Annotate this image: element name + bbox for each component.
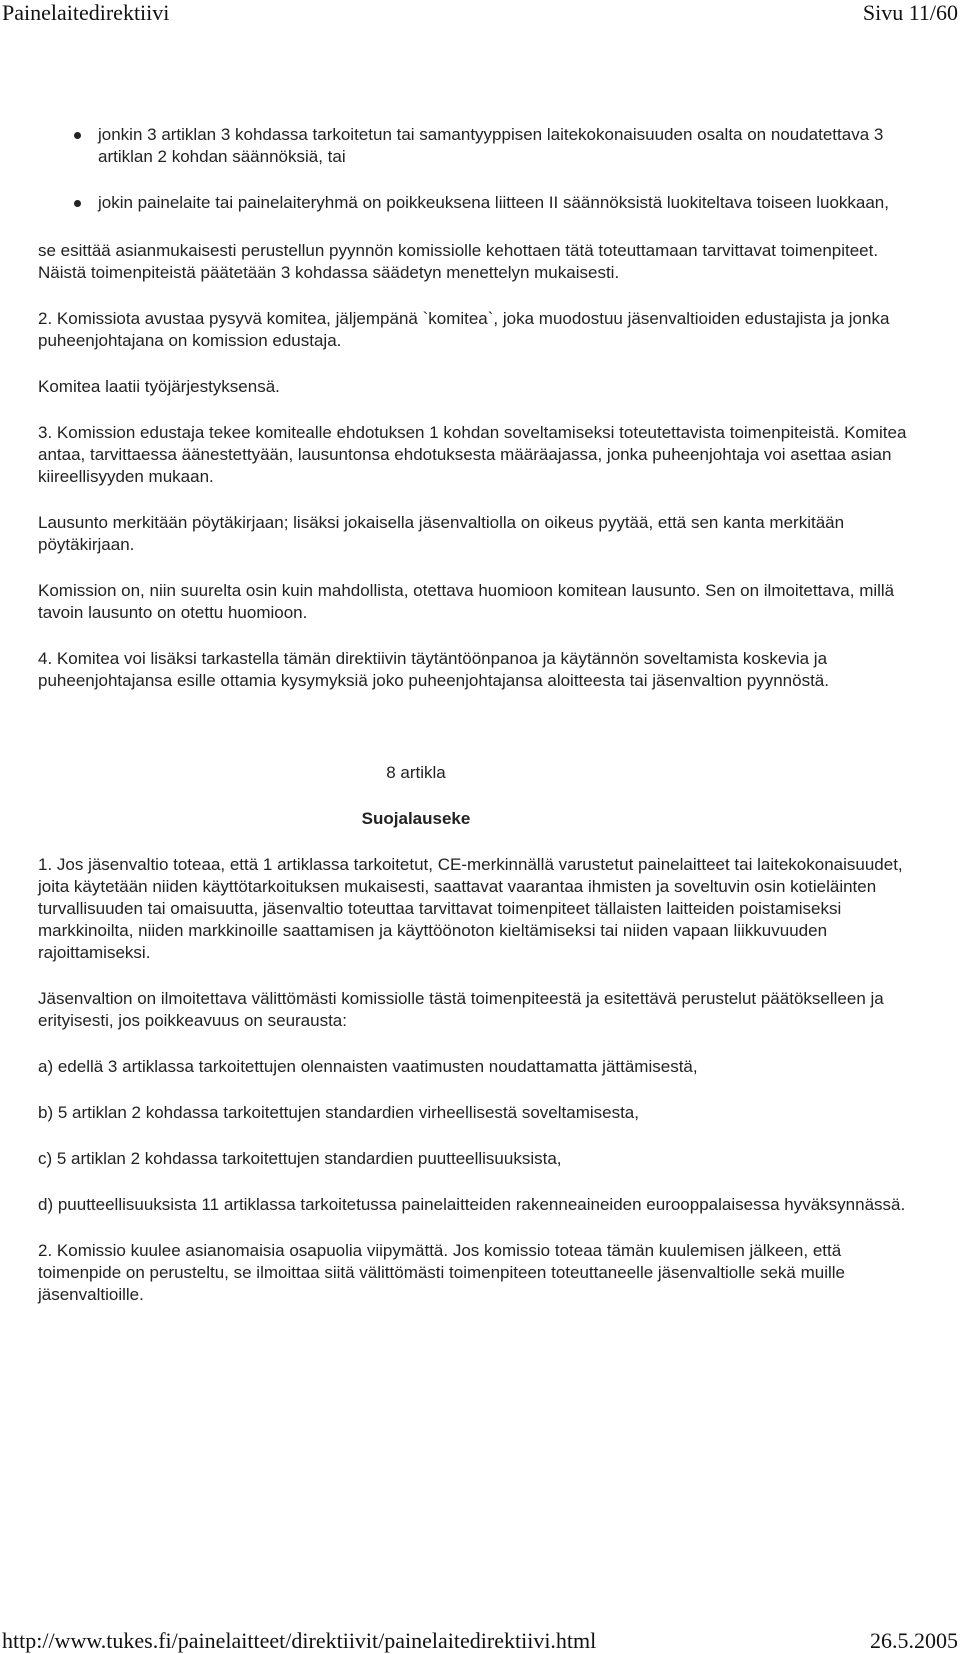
- bullet-text: jonkin 3 artiklan 3 kohdassa tarkoitetun tai samantyyppisen laitekokonaisuuden osalta on noudatettava 3 artiklan 2 kohdan säännöksiä, tai: [98, 125, 884, 166]
- document-title: Painelaitedirektiivi: [2, 0, 170, 25]
- paragraph: Lausunto merkitään pöytäkirjaan; lisäksi jokaisella jäsenvaltiolla on oikeus pyytää, että sen kanta merkitään pöytäkirjaan.: [38, 513, 845, 554]
- article-number: 8 artikla: [386, 763, 446, 782]
- page-number: Sivu 11/60: [862, 0, 958, 25]
- bullet-item: [38, 192, 918, 214]
- bullet-icon: [74, 132, 81, 139]
- paragraph: a) edellä 3 artiklassa tarkoitettujen olennaisten vaatimusten noudattamatta jättämisestä,: [38, 1057, 698, 1076]
- bullet-item: [38, 124, 918, 168]
- bullet-icon: [74, 200, 81, 207]
- paragraph: d) puutteellisuuksista 11 artiklassa tarkoitetussa painelaitteiden rakenneaineiden eurooppalaisessa hyväksynnässä.: [38, 1195, 906, 1214]
- paragraph: b) 5 artiklan 2 kohdassa tarkoitettujen standardien virheellisestä soveltamisesta,: [38, 1103, 639, 1122]
- paragraph: 4. Komitea voi lisäksi tarkastella tämän direktiivin täytäntöönpanoa ja käytännön soveltamista koskevia ja puheenjohtajansa esille ottamia kysymyksiä joko puheenjohtajansa aloitteesta tai jäsenvaltion pyynnöstä.: [38, 649, 829, 690]
- document-body: [38, 124, 918, 1306]
- bullet-list: [38, 124, 918, 214]
- paragraph: Komitea laatii työjärjestyksensä.: [38, 377, 280, 396]
- paragraph: Jäsenvaltion on ilmoitettava välittömästi komissiolle tästä toimenpiteestä ja esitettävä perustelut päätökselleen ja erityisesti, jos poikkeavuus on seurausta:: [38, 989, 884, 1030]
- paragraph: c) 5 artiklan 2 kohdassa tarkoitettujen standardien puutteellisuuksista,: [38, 1149, 562, 1168]
- paragraph: se esittää asianmukaisesti perustellun pyynnön komissiolle kehottaen tätä toteuttamaan tarvittavat toimenpiteet. Näistä toimenpiteistä päätetään 3 kohdassa säädetyn menettelyn mukaisesti.: [38, 241, 879, 282]
- paragraph: 2. Komissio kuulee asianomaisia osapuolia viipymättä. Jos komissio toteaa tämän kuulemisen jälkeen, että toimenpide on perusteltu, se ilmoittaa siitä välittömästi toimenpiteen toteuttaneelle jäsenvaltiolle sekä muille jäsenvaltioille.: [38, 1241, 845, 1304]
- source-url-link[interactable]: http://www.tukes.fi/painelaitteet/direktiivit/painelaitedirektiivi.html: [2, 1628, 597, 1653]
- paragraph: Komission on, niin suurelta osin kuin mahdollista, otettava huomioon komitean lausunto. Sen on ilmoitettava, millä tavoin lausunto on otettu huomioon.: [38, 581, 895, 622]
- article-title: Suojalauseke: [361, 809, 471, 828]
- paragraph: 2. Komissiota avustaa pysyvä komitea, jäljempänä `komitea`, joka muodostuu jäsenvaltioiden edustajista ja jonka puheenjohtajana on komission edustaja.: [38, 309, 890, 350]
- print-date: 26.5.2005: [870, 1628, 958, 1653]
- paragraph: 3. Komission edustaja tekee komitealle ehdotuksen 1 kohdan soveltamiseksi toteutettavista toimenpiteistä. Komitea antaa, tarvittaessa äänestettyään, lausuntonsa ehdotuksesta määräajassa, jonka puheenjohtaja voi asettaa asian kiireellisyyden mukaan.: [38, 423, 907, 486]
- paragraph: 1. Jos jäsenvaltio toteaa, että 1 artiklassa tarkoitetut, CE-merkinnällä varustetut painelaitteet tai laitekokonaisuudet, joita käytetään niiden käyttötarkoituksen mukaisesti, saattavat vaarantaa ihmisten ja soveltuvin osin kotieläinten turvallisuuden tai omaisuutta, jäsenvaltio toteuttaa tarvittavat toimenpiteet tällaisten laitteiden poistamiseksi markkinoilta, niiden markkinoille saattamisen ja käyttöönoton kieltämiseksi tai niiden vapaan liikkuvuuden rajoittamiseksi.: [38, 855, 903, 962]
- bullet-text: jokin painelaite tai painelaiteryhmä on poikkeuksena liitteen II säännöksistä luokiteltava toiseen luokkaan,: [98, 193, 889, 212]
